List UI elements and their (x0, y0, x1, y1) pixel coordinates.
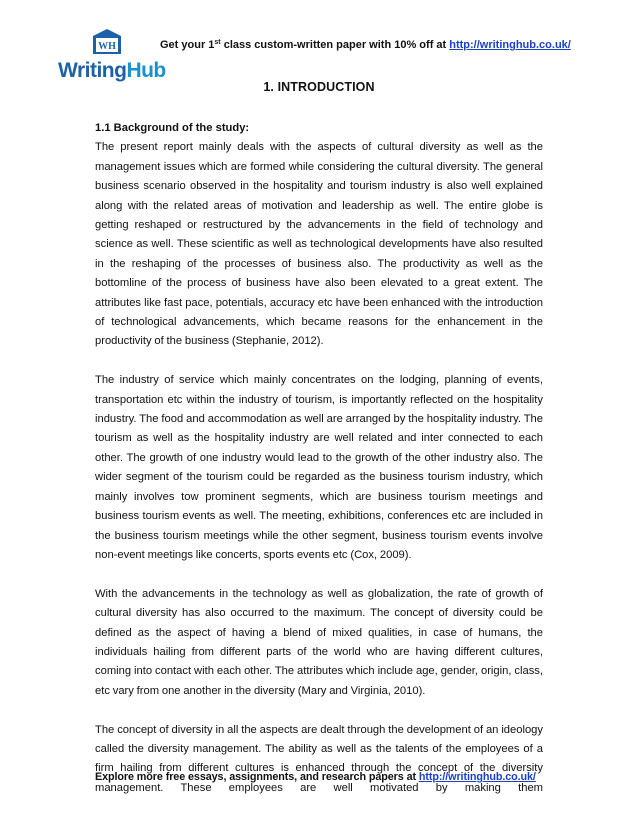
promo-footer (95, 771, 543, 783)
paragraph: The present report mainly deals with the aspects of cultural diversity as well as the management issues which are formed while considering the cultural diversity. The general business scenario observed in the hospitality and tourism industry is also well explained along with the related areas of motivation and leadership as well. The entire globe is getting reshaped or restructured by the advancements in the field of technology and science as well. These scientific as well as technological developments have also resulted in the reshaping of the processes of business also. The productivity as well as the bottomline of the process of business have also been elevated to a great extent. The attributes like fast pace, potentials, accuracy etc have been enhanced with the introduction of technological advancements, which became reasons for the enhancement in the productivity of the business (Stephanie, 2012). (95, 141, 543, 348)
header-text-start: Get your 1 (160, 39, 215, 51)
header-link[interactable]: http://writinghub.co.uk/ (449, 39, 571, 51)
brand-name-part2: Hub (126, 59, 166, 82)
brand-name-part1: Writing (58, 59, 127, 82)
footer-text: Explore more free essays, assignments, and research papers at (95, 771, 419, 783)
writinghub-emblem-icon (91, 28, 123, 56)
header-superscript: st (214, 39, 221, 46)
paragraph: With the advancements in the technology as well as globalization, the rate of growth of cultural diversity has also occurred to the maximum. The concept of diversity could be defined as the aspect of having a blend of mixed qualities, in case of humans, the individuals hailing from different parts of the world who are having different cultures, coming into contact with each other. The attributes which include age, gender, origin, class, etc vary from one another in the diversity (Mary and Virginia, 2010). (95, 587, 543, 697)
paragraph: The concept of diversity in all the aspects are dealt through the development of an ideology called the diversity management. The ability as well as the talents of the employees of a firm hailing from different cultures is enhanced through the concept of the diversity management. These employees are well motivated by making them (95, 723, 543, 794)
footer-link[interactable]: http://writinghub.co.uk/ (418, 771, 536, 783)
paragraph: The industry of service which mainly concentrates on the lodging, planning of events, transportation etc within the industry of tourism, is importantly reflected on the hospitality industry. The food and accommodation as well are arranged by the hospitality industry. The tourism as well as the hospitality industry are well related and inter connected to each other. The growth of one industry would lead to the growth of the other industry also. The wider segment of the tourism could be regarded as the business tourism industry, which mainly involves tow prominent segments, which are business tourism meetings and business tourism events as well. The meeting, exhibitions, conferences etc are included in the business tourism meetings while the other segment, business tourism events involve non-event meetings like concerts, sports events etc (Cox, 2009). (95, 374, 543, 561)
promo-header (160, 39, 580, 51)
document-body (95, 119, 543, 837)
section-heading: 1.1 Background of the study: (95, 122, 250, 134)
emblem-letters: WH (98, 41, 116, 52)
header-text-middle: class custom-written paper with 10% off at (220, 39, 450, 51)
page-title: 1. INTRODUCTION (263, 80, 375, 94)
writinghub-logo[interactable] (58, 28, 166, 86)
